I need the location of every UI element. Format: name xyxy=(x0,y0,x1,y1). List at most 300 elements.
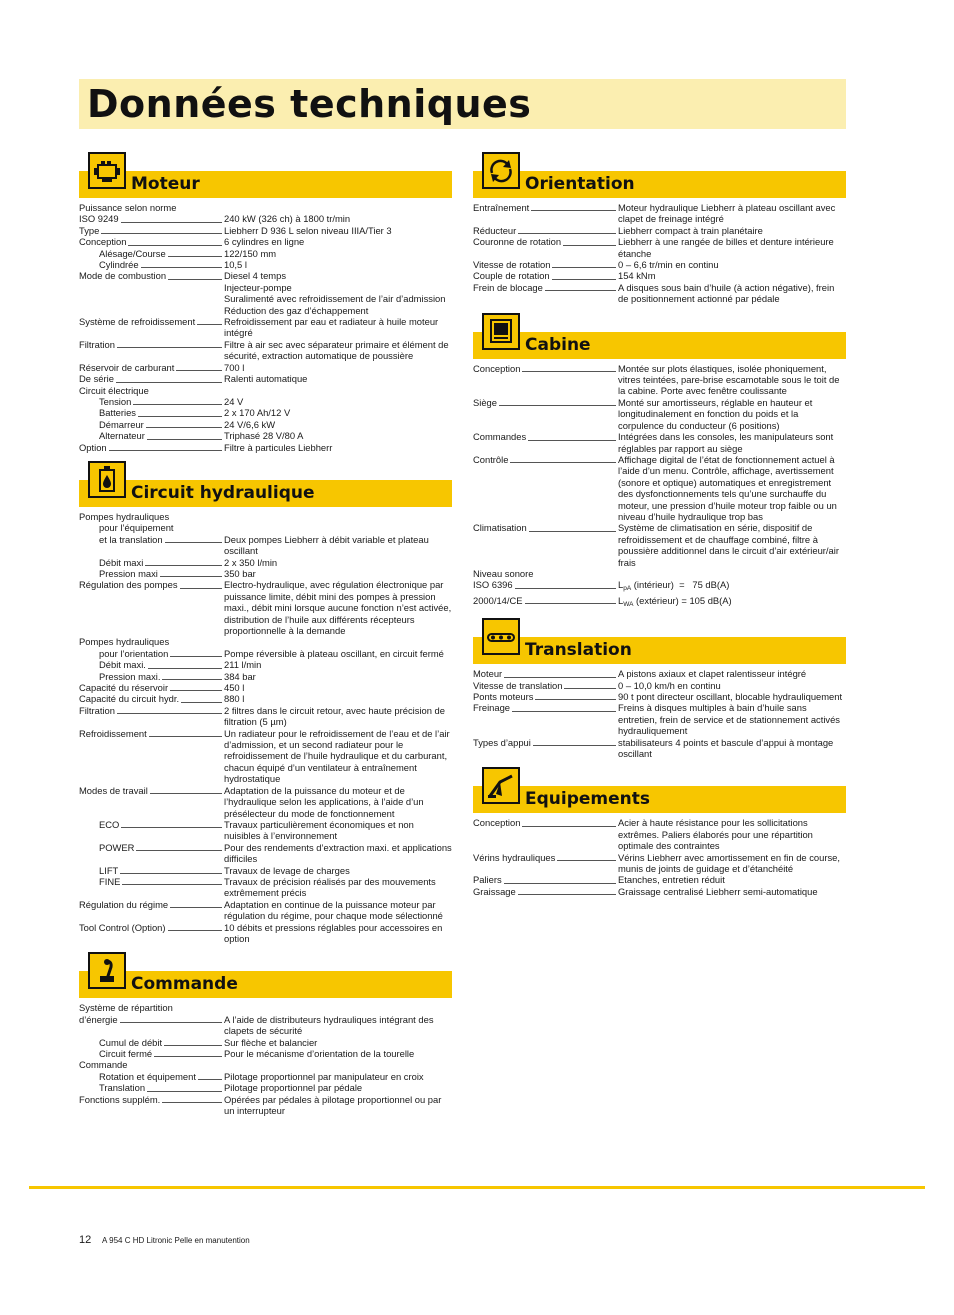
spec-label: Régulation du régime xyxy=(79,898,169,910)
spec-label-cell xyxy=(79,385,224,396)
spec-row xyxy=(473,431,846,454)
spec-label: Circuit fermé xyxy=(99,1048,153,1059)
leader-dots xyxy=(518,233,616,234)
spec-label: Tension xyxy=(99,395,132,407)
spec-label: Types d’appui xyxy=(473,736,531,748)
spec-value: Pompe réversible à plateau oscillant, en circuit fermé xyxy=(224,647,444,659)
spec-row xyxy=(79,682,452,693)
spec-label-cell xyxy=(79,922,224,933)
spec-value: Deux pompes Liebherr à débit variable et plateau oscillant xyxy=(224,533,429,557)
spec-row xyxy=(79,259,452,270)
spec-label-cell xyxy=(79,1059,224,1070)
spec-value: 10,5 l xyxy=(224,259,247,271)
spec-value: Un radiateur pour le refroidissement de l’eau et de l’air d’admission, et un second radiateur pour le refroidissement de l’huile hydraulique et du carburant, chacun équipé d’un ventilateur à entraînement hydrostatique xyxy=(224,727,450,785)
spec-label-cell xyxy=(79,442,224,453)
leader-dots xyxy=(150,793,222,794)
spec-row xyxy=(473,817,846,851)
hydraulic-tank-icon xyxy=(88,461,126,498)
spec-label-cell xyxy=(79,1014,224,1025)
spec-label: Vérins hydrauliques xyxy=(473,851,556,863)
spec-value: 24 V xyxy=(224,395,244,407)
left-column xyxy=(79,152,452,1124)
spec-row xyxy=(79,648,452,659)
spec-label-cell xyxy=(79,373,224,384)
spec-value: 154 kNm xyxy=(618,270,656,282)
spec-value: Pilotage proportionnel par pédale xyxy=(224,1082,363,1094)
spec-row xyxy=(473,874,846,885)
spec-value: 2 x 350 l/min xyxy=(224,556,278,568)
spec-value: A l’aide de distributeurs hydrauliques intégrant des clapets de sécurité xyxy=(224,1013,434,1037)
spec-value xyxy=(618,595,846,610)
spec-value-suffix: (intérieur) = 75 dB(A) xyxy=(631,579,730,591)
spec-value: 384 bar xyxy=(224,670,256,682)
footer-text: A 954 C HD Litronic Pelle en manutention xyxy=(102,1236,250,1245)
spec-row xyxy=(79,842,452,865)
spec-value: Liebherr D 936 L selon niveau IIIA/Tier 3 xyxy=(224,224,392,236)
section-translation xyxy=(473,618,846,759)
spec-row xyxy=(473,282,846,305)
leader-dots xyxy=(529,531,616,532)
spec-row xyxy=(473,702,846,736)
spec-value: Graissage centralisé Liebherr semi-automatique xyxy=(618,885,818,897)
leader-dots xyxy=(141,267,222,268)
spec-row xyxy=(473,568,846,579)
section-commande xyxy=(79,952,452,1116)
leader-dots xyxy=(504,677,616,678)
spec-value: 880 l xyxy=(224,693,245,705)
section-circuit-hydraulique xyxy=(79,461,452,944)
section-title: Moteur xyxy=(131,174,200,194)
spec-label-cell xyxy=(79,1082,224,1093)
spec-value: Pour des rendements d’extraction maxi. et applications difficiles xyxy=(224,841,452,865)
spec-label-cell xyxy=(79,407,224,418)
spec-label: d’énergie xyxy=(79,1013,118,1025)
leader-dots xyxy=(109,450,222,451)
spec-row xyxy=(79,270,452,316)
spec-list xyxy=(473,363,846,611)
leader-dots xyxy=(136,850,222,851)
spec-value: Opérées par pédales à pilotage proportionnel ou par un interrupteur xyxy=(224,1093,442,1117)
spec-value: Acier à haute résistance pour les sollicitations extrêmes. Paliers élaborés pour une répartition optimale des contraintes xyxy=(618,817,813,852)
section-header xyxy=(79,461,452,507)
spec-value: A pistons axiaux et clapet ralentisseur intégré xyxy=(618,668,807,680)
leader-dots xyxy=(557,860,616,861)
spec-value: Triphasé 28 V/80 A xyxy=(224,430,304,442)
spec-label: Couple de rotation xyxy=(473,270,550,282)
section-title: Orientation xyxy=(525,174,635,194)
spec-value: Affichage digital de l’état de fonctionnement actuel à l’aide d’un menu. Contrôle, affichage, avertissement (sonore et optique) automatiques et enregistrement des dysfonctionnements tels qu’une surchauffe du moteur, une pression d’huile moteur trop faible ou un niveau d’huile hydraulique trop bas xyxy=(618,453,837,522)
section-title: Commande xyxy=(131,974,238,995)
spec-label: Conception xyxy=(79,236,127,248)
spec-label: pour l’équipement xyxy=(99,522,174,534)
spec-label-cell xyxy=(79,362,224,373)
spec-list xyxy=(473,202,846,305)
spec-row xyxy=(473,225,846,236)
spec-label: Fonctions supplém. xyxy=(79,1093,161,1105)
spec-value: 700 l xyxy=(224,361,245,373)
spec-value-subscript: pA xyxy=(623,585,632,593)
spec-label: Entraînement xyxy=(473,202,530,213)
spec-label: Conception xyxy=(473,817,521,829)
engine-icon xyxy=(88,152,126,189)
spec-label-cell xyxy=(79,419,224,430)
spec-label-cell xyxy=(473,568,618,579)
spec-row xyxy=(79,705,452,728)
spec-label-cell xyxy=(79,236,224,247)
spec-row xyxy=(79,202,452,213)
spec-label-cell xyxy=(79,259,224,270)
spec-label-cell xyxy=(79,316,224,327)
spec-label: POWER xyxy=(99,841,135,853)
spec-label: De série xyxy=(79,373,114,385)
spec-label-cell xyxy=(473,852,618,863)
spec-row xyxy=(473,259,846,270)
spec-label-cell xyxy=(79,568,224,579)
spec-label: Puissance selon norme xyxy=(79,202,177,213)
leader-dots xyxy=(147,1091,222,1092)
spec-label-cell xyxy=(79,202,224,213)
leader-dots xyxy=(528,440,616,441)
spec-list xyxy=(473,817,846,897)
spec-label: ISO 9249 xyxy=(79,213,119,225)
spec-label: Démarreur xyxy=(99,418,144,430)
spec-label: Débit maxi. xyxy=(99,659,146,671)
spec-value: stabilisateurs 4 points et bascule d’appui à montage oscillant xyxy=(618,736,834,760)
leader-dots xyxy=(168,930,223,931)
page-title: Données techniques xyxy=(87,82,532,126)
leader-dots xyxy=(510,462,616,463)
leader-dots xyxy=(149,736,222,737)
spec-value: Adaptation en continue de la puissance moteur par régulation du régime, pour chaque mode sélectionné xyxy=(224,898,443,922)
leader-dots xyxy=(170,656,222,657)
section-title: Translation xyxy=(525,640,632,661)
spec-label: Mode de combustion xyxy=(79,270,167,282)
spec-label-cell xyxy=(473,202,618,213)
leader-dots xyxy=(176,370,222,371)
spec-row xyxy=(79,819,452,842)
leader-dots xyxy=(515,588,616,589)
spec-row xyxy=(79,671,452,682)
leader-dots xyxy=(121,827,222,828)
section-title: Circuit hydraulique xyxy=(131,482,315,503)
leader-dots xyxy=(170,690,222,691)
spec-row xyxy=(473,202,846,225)
spec-label-cell xyxy=(473,874,618,885)
spec-label: Commandes xyxy=(473,431,527,443)
joystick-icon xyxy=(88,952,126,989)
spec-row xyxy=(79,396,452,407)
leader-dots xyxy=(101,233,222,234)
spec-label: Graissage xyxy=(473,885,516,897)
spec-label-cell xyxy=(79,430,224,441)
leader-dots xyxy=(160,576,222,577)
footer xyxy=(79,1234,250,1247)
spec-label-cell xyxy=(79,1037,224,1048)
leader-dots xyxy=(518,894,616,895)
spec-label: Climatisation xyxy=(473,522,527,534)
spec-label: et la translation xyxy=(99,533,163,545)
spec-label-cell xyxy=(79,1094,224,1105)
spec-label-cell xyxy=(473,680,618,691)
leader-dots xyxy=(122,884,222,885)
track-icon xyxy=(482,618,520,655)
spec-label-cell xyxy=(79,682,224,693)
spec-value-prefix: L xyxy=(618,579,624,591)
spec-label-cell xyxy=(79,270,224,281)
spec-value: 0 – 6,6 tr/min en continu xyxy=(618,259,719,271)
spec-label-cell xyxy=(473,595,618,606)
spec-label: Filtration xyxy=(79,704,115,716)
spec-value: Montée sur plots élastiques, isolée phoniquement, vitres teintées, pare-brise escamotable sous le toit de la cabine. Porte avec fenêtre coulissante xyxy=(618,362,840,397)
spec-label-cell xyxy=(79,1071,224,1082)
spec-label-cell xyxy=(79,1048,224,1059)
spec-label: Paliers xyxy=(473,874,502,886)
spec-value: Liebherr à une rangée de billes et denture intérieure étanche xyxy=(618,236,834,259)
spec-label: Cylindrée xyxy=(99,259,139,271)
spec-row xyxy=(79,213,452,224)
spec-value: Adaptation de la puissance du moteur et de l’hydraulique selon les applications, à l’aide d’un présélecteur du mode de fonctionnement xyxy=(224,784,424,819)
spec-label-cell xyxy=(79,659,224,670)
spec-value: Moteur hydraulique Liebherr à plateau oscillant avec clapet de freinage intégré xyxy=(618,202,836,225)
page-number: 12 xyxy=(79,1234,92,1246)
spec-label-cell xyxy=(79,693,224,704)
spec-list xyxy=(79,511,452,944)
leader-dots xyxy=(145,565,222,566)
spec-label: Moteur xyxy=(473,668,503,680)
spec-value: Freins à disques multiples à bain d’huile sans entretien, frein de service et de stationnement activés hydrauliquement xyxy=(618,702,840,737)
spec-label-cell xyxy=(79,557,224,568)
spec-label-cell xyxy=(79,579,224,590)
spec-row xyxy=(79,430,452,441)
spec-value: Travaux de levage de charges xyxy=(224,864,350,876)
spec-value: Liebherr compact à train planétaire xyxy=(618,224,763,236)
spec-value: Filtre à particules Liebherr xyxy=(224,441,333,453)
spec-label: Modes de travail xyxy=(79,784,148,796)
leader-dots xyxy=(165,542,222,543)
spec-row xyxy=(79,1094,452,1117)
spec-list xyxy=(473,668,846,759)
leader-dots xyxy=(499,405,616,406)
spec-row xyxy=(473,680,846,691)
spec-row xyxy=(79,579,452,636)
leader-dots xyxy=(162,1102,222,1103)
spec-label: ISO 6396 xyxy=(473,579,513,591)
spec-value: 24 V/6,6 kW xyxy=(224,418,276,430)
spec-label-cell xyxy=(473,270,618,281)
spec-label-cell xyxy=(79,339,224,350)
spec-value: 122/150 mm xyxy=(224,247,277,259)
spec-value: 2 filtres dans le circuit retour, avec haute précision de filtration (5 µm) xyxy=(224,704,445,728)
spec-row xyxy=(79,362,452,373)
spec-label-cell xyxy=(473,225,618,236)
spec-label-cell xyxy=(79,534,224,545)
section-moteur xyxy=(79,152,452,453)
spec-label-cell xyxy=(473,397,618,408)
spec-label: Réducteur xyxy=(473,224,517,236)
leader-dots xyxy=(128,245,222,246)
section-title: Equipements xyxy=(525,789,651,810)
leader-dots xyxy=(181,702,222,703)
spec-row xyxy=(79,1082,452,1093)
spec-label: Débit maxi xyxy=(99,556,144,568)
spec-row xyxy=(79,407,452,418)
leader-dots xyxy=(552,267,616,268)
spec-value xyxy=(618,579,846,594)
spec-label: Batteries xyxy=(99,407,136,419)
spec-label-cell xyxy=(79,671,224,682)
spec-label: Frein de blocage xyxy=(473,281,543,293)
spec-label: Circuit électrique xyxy=(79,384,149,396)
spec-label-cell xyxy=(79,899,224,910)
leader-dots xyxy=(522,826,616,827)
spec-row xyxy=(79,922,452,945)
leader-dots xyxy=(531,210,616,211)
spec-label-cell xyxy=(79,396,224,407)
spec-row xyxy=(79,659,452,670)
spec-label-cell xyxy=(79,819,224,830)
spec-value: Filtre à air sec avec séparateur primaire et élément de sécurité, extraction automatique de poussière xyxy=(224,338,449,362)
spec-row xyxy=(473,270,846,281)
spec-row xyxy=(79,876,452,899)
spec-value: A disques sous bain d’huile (à action négative), frein de positionnement actionné par pédale xyxy=(618,281,835,305)
spec-row xyxy=(79,1014,452,1037)
section-header xyxy=(473,618,846,664)
spec-label: Siège xyxy=(473,396,497,408)
leader-dots xyxy=(564,688,616,689)
spec-label-cell xyxy=(79,705,224,716)
spec-value: Ralenti automatique xyxy=(224,373,308,385)
excavator-arm-icon xyxy=(482,767,520,804)
spec-label: Freinage xyxy=(473,702,511,714)
spec-label-cell xyxy=(79,213,224,224)
spec-value: 6 cylindres en ligne xyxy=(224,236,305,248)
spec-row xyxy=(79,785,452,819)
leader-dots xyxy=(197,324,222,325)
spec-row xyxy=(473,522,846,568)
spec-label: Refroidissement xyxy=(79,727,147,739)
leader-dots xyxy=(121,222,222,223)
spec-label: LIFT xyxy=(99,864,119,876)
leader-dots xyxy=(198,1079,222,1080)
spec-value: Système de climatisation en série, dispositif de refroidissement et de chauffage combiné, filtre à poussière additionnel dans le circuit d’air extérieur/air frais xyxy=(618,522,839,568)
leader-dots xyxy=(512,711,616,712)
spec-value: Travaux de précision réalisés par des mouvements extrêmement précis xyxy=(224,875,436,899)
leader-dots xyxy=(533,745,616,746)
spec-row xyxy=(79,339,452,362)
spec-label-cell xyxy=(473,668,618,679)
leader-dots xyxy=(138,416,222,417)
spec-row xyxy=(79,522,452,533)
spec-row xyxy=(473,691,846,702)
spec-label: Translation xyxy=(99,1082,146,1094)
spec-label-cell xyxy=(473,522,618,533)
spec-row xyxy=(79,636,452,647)
spec-label: Réservoir de carburant xyxy=(79,361,175,373)
spec-label: Régulation des pompes xyxy=(79,579,178,591)
leader-dots xyxy=(116,382,222,383)
spec-label: Alternateur xyxy=(99,430,145,442)
spec-label-cell xyxy=(79,785,224,796)
spec-label: Capacité du circuit hydr. xyxy=(79,693,180,705)
spec-label-cell xyxy=(473,579,618,590)
spec-value: Intégrées dans les consoles, les manipulateurs sont réglables par rapport au siège xyxy=(618,431,834,454)
spec-row xyxy=(79,1059,452,1070)
spec-row xyxy=(473,668,846,679)
leader-dots xyxy=(170,907,222,908)
leader-dots xyxy=(120,1022,222,1023)
spec-label: Tool Control (Option) xyxy=(79,921,166,933)
spec-row xyxy=(473,363,846,397)
spec-value: 211 l/min xyxy=(224,659,262,671)
leader-dots xyxy=(525,603,616,604)
leader-dots xyxy=(117,713,222,714)
leader-dots xyxy=(147,439,222,440)
spec-label-cell xyxy=(473,282,618,293)
section-header xyxy=(473,152,846,198)
spec-value: Diesel 4 temps Injecteur-pompe Suralimenté avec refroidissement de l’air d’admission Réduction des gaz d’échappement xyxy=(224,270,446,316)
leader-dots xyxy=(164,1045,222,1046)
spec-value-prefix: L xyxy=(618,594,624,606)
section-equipements xyxy=(473,767,846,897)
spec-label-cell xyxy=(79,876,224,887)
leader-dots xyxy=(117,347,222,348)
spec-row xyxy=(79,419,452,430)
spec-label: Alésage/Course xyxy=(99,247,166,259)
spec-value: Refroidissement par eau et radiateur à huile moteur intégré xyxy=(224,316,439,339)
spec-label-cell xyxy=(473,691,618,702)
section-title: Cabine xyxy=(525,334,591,355)
spec-row xyxy=(79,534,452,557)
spec-row xyxy=(79,1071,452,1082)
title-band xyxy=(79,79,846,129)
spec-row xyxy=(473,852,846,875)
spec-label-cell xyxy=(79,636,224,647)
cabin-icon xyxy=(482,313,520,350)
spec-row xyxy=(79,385,452,396)
leader-dots xyxy=(545,290,616,291)
spec-row xyxy=(79,865,452,876)
leader-dots xyxy=(120,873,222,874)
leader-dots xyxy=(133,404,222,405)
spec-label-cell xyxy=(79,728,224,739)
spec-value: 0 – 10,0 km/h en continu xyxy=(618,679,721,691)
spec-label: Niveau sonore xyxy=(473,567,534,579)
section-header xyxy=(473,767,846,813)
spec-label: ECO xyxy=(99,818,120,830)
spec-label-cell xyxy=(473,431,618,442)
rotation-arrows-icon xyxy=(482,152,520,189)
spec-row xyxy=(473,236,846,259)
spec-value: Monté sur amortisseurs, réglable en hauteur et longitudinalement en fonction du poids et la corpulence du conducteur (6 positions) xyxy=(618,396,813,431)
spec-label-cell xyxy=(473,363,618,374)
leader-dots xyxy=(162,679,222,680)
spec-label-cell xyxy=(79,648,224,659)
spec-label: pour l’orientation xyxy=(99,647,169,659)
spec-row xyxy=(473,737,846,760)
section-header xyxy=(79,952,452,998)
spec-value: Pour le mécanisme d’orientation de la tourelle xyxy=(224,1048,415,1059)
spec-label-cell xyxy=(79,842,224,853)
spec-label-cell xyxy=(79,865,224,876)
spec-label: Option xyxy=(79,441,107,453)
spec-value: Electro-hydraulique, avec régulation électronique par puissance limite, débit mini des pompes à pression maxi., débit mini lorsque aucune fonction n’est activée, distribution de l’huile aux différents récepteurs proportionnelle à la demande xyxy=(224,579,452,636)
spec-label-cell xyxy=(473,454,618,465)
spec-label-cell xyxy=(79,1002,224,1013)
leader-dots xyxy=(552,279,616,280)
spec-value: Travaux particulièrement économiques et non nuisibles à l’environnement xyxy=(224,818,414,842)
spec-label: Type xyxy=(79,224,100,236)
spec-label: Ponts moteurs xyxy=(473,691,534,702)
